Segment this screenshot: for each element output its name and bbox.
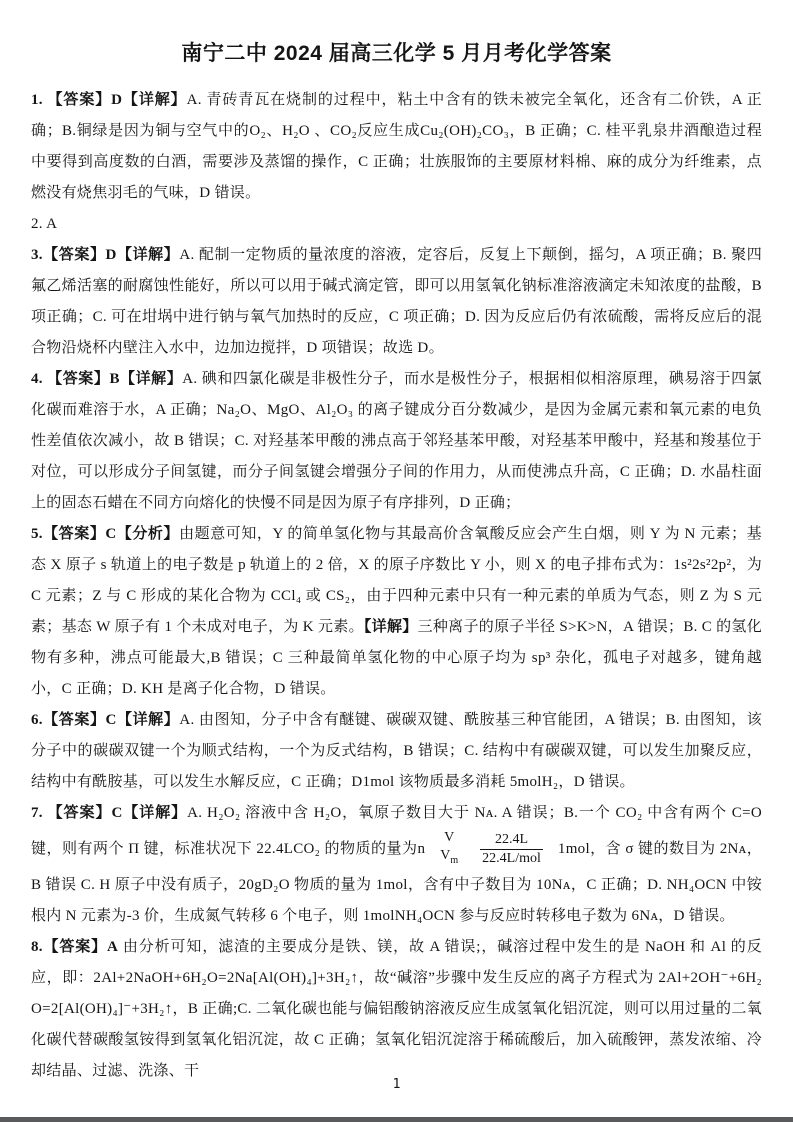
fraction-denominator-value: 22.4L/mol — [482, 850, 541, 866]
answer-paragraph-8 — [31, 932, 762, 1087]
page-number: 1 — [392, 1077, 401, 1092]
answer-6-label: 6.【答案】C【详解】 — [31, 712, 180, 728]
answer-4-text: A. 碘和四氯化碳是非极性分子，而水是极性分子，根据相似相溶原理，碘易溶于四氯化碳而难溶于水，A 正确；Na₂O、MgO、Al₂O₃ 的离子键成分百分数减少，是因为金属元素和氧元素的电负性差值依次减小，故 B 错误；C. 对羟基苯甲酸的沸点高于邻羟基苯甲酸，对羟基苯甲酸中，羟基和羧基位于对位，可以形成分子间氢键，而分子间氢键会增强分子间的作用力，从而使沸点升高，C 正确；D. 水晶柱面上的固态石蜡在不同方向熔化的快慢不同是因为原子有序排列，D 正确； — [31, 371, 762, 511]
answer-3-label: 3.【答案】D【详解】 — [31, 247, 180, 263]
answer-1-text: A. 青砖青瓦在烧制的过程中，粘土中含有的铁未被完全氧化，还含有二价铁，A 正确；B.铜绿是因为铜与空气中的O₂、H₂O 、CO₂反应生成Cu₂(OH)₂CO₃，B 正确；C. 桂平乳泉井酒酿造过程中要得到高度数的白酒，需要涉及蒸馏的操作，C 正确；壮族服饰的主要原材料棉、麻的成分为纤维素，点燃没有烧焦羽毛的气味，D 错误。 — [31, 92, 762, 201]
answer-paragraph-4 — [31, 364, 762, 519]
page-bottom-edge — [0, 1117, 793, 1122]
answer-5-detail-text: 三种离子的原子半径 S>K>N，A 错误；B. C 的氢化物有多种，沸点可能最大,B 错误；C 三种最简单氢化物的中心原子均为 sp³ 杂化，孤电子对越多，键角越小，C 正确；D. KH 是离子化合物，D 错误。 — [31, 619, 762, 697]
answer-4-label: 4. 【答案】B【详解】 — [31, 371, 183, 387]
molar-volume-subscript: m — [450, 854, 459, 866]
answer-paragraph-6 — [31, 705, 762, 798]
fraction-denominator-symbol — [440, 847, 458, 870]
answer-paragraph-1 — [31, 85, 762, 209]
mole-fraction-expression — [429, 829, 554, 870]
answer-8-label: 8.【答案】A — [31, 938, 119, 955]
answer-paragraph-7 — [31, 798, 762, 932]
fraction-numerator-symbol: V — [444, 830, 455, 845]
answer-paragraph-5 — [31, 519, 762, 705]
answer-7-text-after-formula: 1mol，含 σ 键的数目为 2Nᴀ，B 错误 C. H 原子中没有质子，20gD₂O 物质的量为 1mol，含有中子数目为 10Nᴀ，C 正确；D. NH₄OCN 中铵根内 N 元素为-3 价，生成氮气转移 6 个电子，则 1molNH₄OCN 参与反应时转移电子数为 6Nᴀ，D 错误。 — [31, 840, 762, 924]
answer-5-label: 5.【答案】C【分析】 — [31, 526, 180, 542]
answer-paragraph-2 — [31, 209, 762, 240]
answer-8-text: 由分析可知，滤渣的主要成分是铁、镁，故 A 错误;，碱溶过程中发生的是 NaOH 和 Al 的反应，即：2Al+2NaOH+6H₂O=2Na[Al(OH)₄]+3H₂↑，故“碱溶”步骤中发生反应的离子方程式为 2Al+2OH⁻+6H₂O=2[Al(OH)₄]⁻+3H₂↑，B 正确;C. 二氧化碳也能与偏铝酸钠溶液反应生成氢氧化铝沉淀，则可以用过量的二氧化碳代替碳酸氢铵得到氢氧化铝沉淀，故 C 正确；氢氧化铝沉淀溶于稀硫酸后，加入硫酸钾，蒸发浓缩、冷却结晶、过滤、洗涤、干 — [31, 938, 763, 1079]
value-ratio-fraction — [480, 831, 543, 868]
answer-2-text: 2. A — [31, 216, 58, 232]
answer-1-label: 1. 【答案】D【详解】 — [31, 92, 187, 108]
answer-5-analysis-text: 由题意可知，Y 的简单氢化物与其最高价含氧酸反应会产生白烟，则 Y 为 N 元素；基态 X 原子 s 轨道上的电子数是 p 轨道上的 2 倍，X 的原子序数比 Y 小，则 X 的电子排布式为：1s²2s²2p²，为 C 元素；Z 与 C 形成的某化合物为 CCl₄ 或 CS₂，由于四种元素中只有一种元素的单质为气态，则 Z 为 S 元素；基态 W 原子有 1 个未成对电子，为 K 元素。 — [31, 526, 762, 635]
volume-ratio-fraction — [440, 829, 458, 870]
fraction-numerator-value: 22.4L — [494, 831, 529, 847]
document-title: 南宁二中 2024 届高三化学 5 月月考化学答案 — [181, 42, 612, 65]
answer-6-text: A. 由图知，分子中含有醚键、碳碳双键、酰胺基三种官能团，A 错误；B. 由图知，该分子中的碳碳双键一个为顺式结构，一个为反式结构，B 错误；C. 结构中有碳碳双键，可以发生加聚反应，结构中有酰胺基，可以发生水解反应，C 正确；D1mol 该物质最多消耗 5molH₂，D 错误。 — [31, 712, 762, 790]
molar-volume-symbol: V — [440, 848, 451, 863]
answer-5-detail-label: 【详解】 — [363, 619, 418, 635]
answer-7-text-before-formula: A. H₂O₂ 溶液中含 H₂O，氧原子数目大于 Nᴀ. A 错误；B.一个 CO₂ 中含有两个 C=O 键，则有两个 Π 键，标准状况下 22.4LCO₂ 的物质的量为n — [31, 805, 763, 857]
answer-paragraph-3 — [31, 240, 762, 364]
answer-3-text: A. 配制一定物质的量浓度的溶液，定容后，反复上下颠倒，摇匀，A 项正确；B. 聚四氟乙烯活塞的耐腐蚀性能好，所以可以用于碱式滴定管，即可以用氢氧化钠标准溶液滴定未知浓度的盐酸，B 项正确；C. 可在坩埚中进行钠与氧气加热时的反应，C 项正确；D. 因为反应后仍有浓硫酸，需将反应后的混合物沿烧杯内壁注入水中，边加边搅拌，D 项错误；故选 D。 — [31, 247, 762, 356]
answer-7-label: 7. 【答案】C【详解】 — [31, 805, 188, 821]
